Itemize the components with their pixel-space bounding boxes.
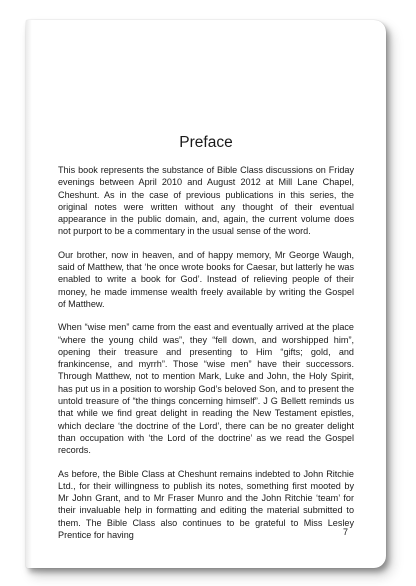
paragraph-1: This book represents the substance of Bible Class discussions on Friday evenings between April 2010 and August 2012 at Mill Lane Chapel, Cheshunt. As in the case of previous publications in this series, the original notes were written without any thought of their eventual appearance in the public domain, and, again, the current volume does not purport to be a commentary in the usual sense of the word. bbox=[58, 165, 354, 237]
paragraph-3: When “wise men” came from the east and eventually arrived at the place “where the young child was”, they “fell down, and worshipped him”, opening their treasure and presenting to Him “gifts; gold, and frankincense, and myrrh”. Those “wise men” have their successors. Through Matthew, not to mention Mark, Luke and John, the Holy Spirit, has put us in a position to worship God’s beloved Son, and to present the untold treasure of “the things concerning himself”. J G Bellett reminds us that while we find great delight in reading the New Testament epistles, which declare ‘the doctrine of the Lord’, there can be no greater delight than occupation with ‘the Lord of the doctrine’ as we read the Gospel records. bbox=[58, 322, 354, 456]
paragraph-2: Our brother, now in heaven, and of happy memory, Mr George Waugh, said of Matthew, that ‘he once wrote books for Caesar, but latterly he was enabled to write a book for God’. Instead of relieving people of their money, he made immense wealth freely available by writing the Gospel of Matthew. bbox=[58, 249, 354, 309]
paragraph-4: As before, the Bible Class at Cheshunt remains indebted to John Ritchie Ltd., for their willingness to publish its notes, something first mooted by Mr John Grant, and to Mr Fraser Munro and the John Ritchie ‘team’ for their invaluable help in formatting and editing the material submitted to them. The Bible Class also continues to be grateful to Miss Lesley Prentice for having bbox=[58, 468, 354, 541]
book-page bbox=[26, 20, 386, 568]
page-number: 7 bbox=[342, 527, 348, 537]
page-title: Preface bbox=[179, 134, 233, 151]
page-body bbox=[58, 164, 354, 552]
